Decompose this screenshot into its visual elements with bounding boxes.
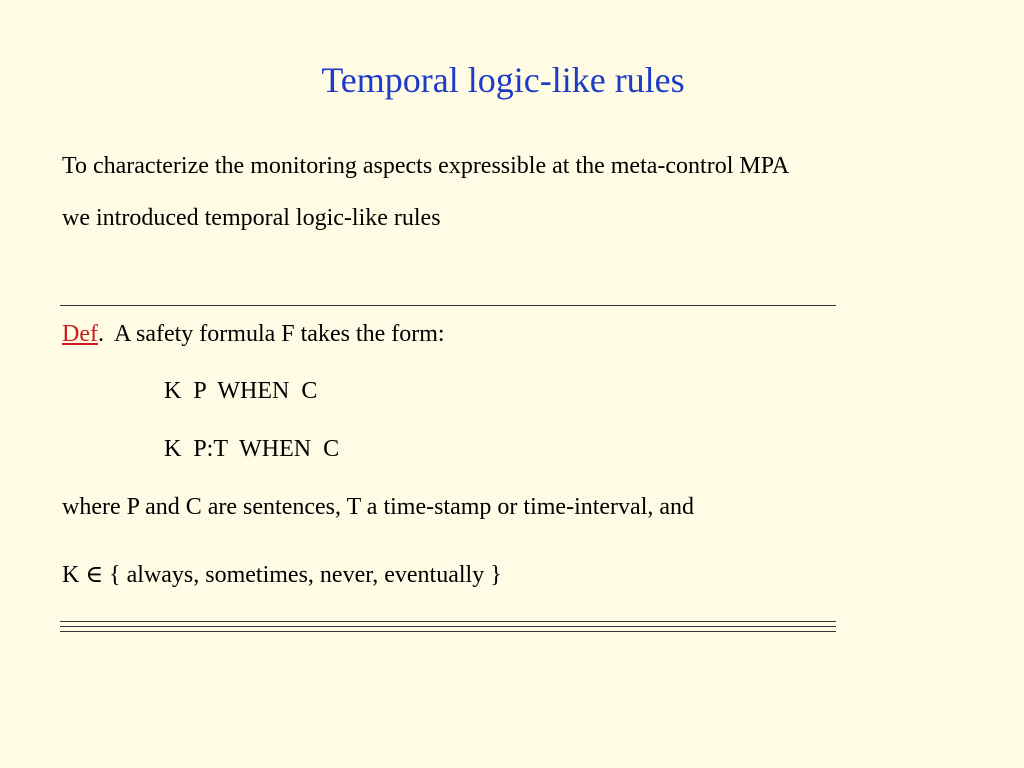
formula-form-2: K P:T WHEN C bbox=[164, 436, 340, 462]
where-clause-line: where P and C are sentences, T a time-stamp or time-interval, and bbox=[62, 494, 695, 520]
definition-term-punct: . bbox=[97, 321, 104, 347]
definition-bottom-divider-3 bbox=[60, 631, 836, 632]
intro-text-line-2: we introduced temporal logic-like rules bbox=[62, 205, 441, 231]
formula-form-1: K P WHEN C bbox=[164, 378, 318, 404]
k-set-line: K ∈ { always, sometimes, never, eventually } bbox=[62, 562, 502, 588]
definition-top-divider bbox=[60, 305, 836, 306]
definition-text: A safety formula F takes the form: bbox=[113, 321, 445, 347]
intro-text-line-1: To characterize the monitoring aspects expressible at the meta-control MPA bbox=[62, 153, 790, 179]
slide-title: Temporal logic-like rules bbox=[321, 60, 685, 100]
definition-line bbox=[62, 319, 445, 349]
definition-bottom-divider-1 bbox=[60, 621, 836, 622]
definition-bottom-divider-2 bbox=[60, 626, 836, 627]
definition-term: Def bbox=[62, 321, 98, 347]
